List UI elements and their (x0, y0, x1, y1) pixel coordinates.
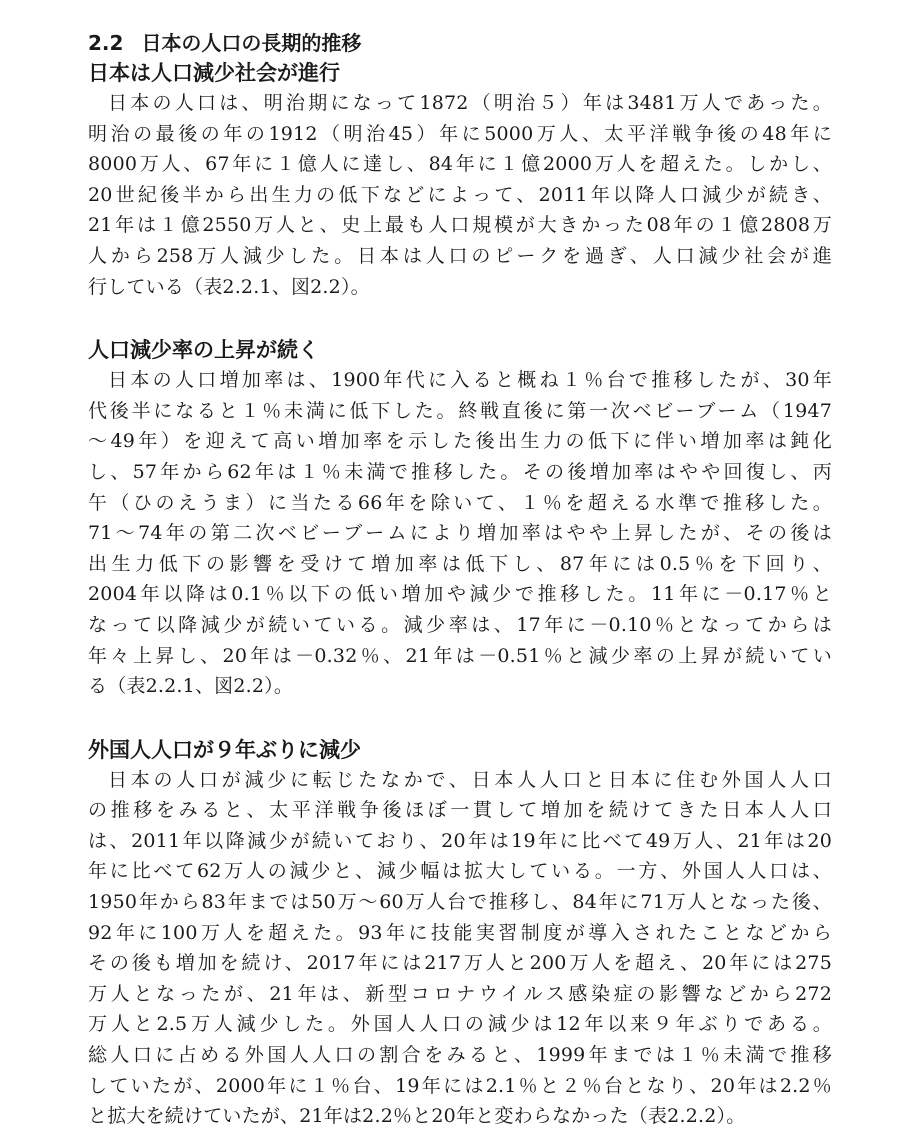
text-line: 8000万人、67年に１億人に達し、84年に１億2000万人を超えた。しかし、 (88, 153, 832, 176)
text-line: 20世紀後半から出生力の低下などによって、2011年以降人口減少が続き、 (88, 183, 832, 206)
subheading-decline-rate: 人口減少率の上昇が続く (88, 338, 319, 363)
text-line: 2004年以降は0.1％以下の低い増加や減少で推移した。11年に－0.17％と (88, 583, 832, 606)
text-line: 総人口に占める外国人人口の割合をみると、1999年までは１％未満で推移 (88, 1044, 832, 1067)
text-line: 年に比べて62万人の減少と、減少幅は拡大している。一方、外国人人口は、 (88, 860, 832, 883)
document-page (88, 28, 832, 1132)
spacer (88, 702, 832, 735)
text-line: と拡大を続けていたが、21年は2.2％と20年と変わらなかった（表2.2.2）。 (88, 1105, 746, 1128)
section-title (88, 28, 832, 58)
paragraph-foreign-population (88, 765, 832, 1132)
text-line: 日本の人口増加率は、1900年代に入ると概ね１％台で推移したが、30年 (108, 369, 832, 392)
paragraph-population-decline (88, 88, 832, 302)
text-line: 92年に100万人を超えた。93年に技能実習制度が導入されたことなどから (88, 921, 832, 944)
text-line: 行している（表2.2.1、図2.2）。 (88, 275, 370, 298)
text-line: 万人となったが、21年は、新型コロナウイルス感染症の影響などから272 (88, 982, 832, 1005)
text-line: の推移をみると、太平洋戦争後ほぼ一貫して増加を続けてきた日本人人口 (88, 799, 832, 822)
text-line: 午（ひのえうま）に当たる66年を除いて、１％を超える水準で推移した。 (88, 491, 832, 514)
text-line: る（表2.2.1、図2.2）。 (88, 675, 294, 698)
text-line: 人から258万人減少した。日本は人口のピークを過ぎ、人口減少社会が進 (88, 244, 832, 267)
section-title-text: 日本の人口の長期的推移 (141, 31, 362, 55)
text-line: していたが、2000年に１％台、19年には2.1％と２％台となり、20年は2.2％ (88, 1074, 832, 1097)
text-line: 日本の人口は、明治期になって1872（明治５）年は3481万人であった。 (108, 92, 832, 114)
text-line: 1950年から83年までは50万～60万人台で推移し、84年に71万人となった後、 (88, 891, 832, 914)
subheading-foreign-population: 外国人人口が９年ぶりに減少 (88, 737, 361, 762)
text-line: は、2011年以降減少が続いており、20年は19年に比べて49万人、21年は20 (88, 829, 832, 852)
text-line: 21年は１億2550万人と、史上最も人口規模が大きかった08年の１億2808万 (88, 214, 832, 237)
text-line: 代後半になると１％未満に低下した。終戦直後に第一次ベビーブーム（1947 (88, 399, 832, 422)
text-line: 71～74年の第二次ベビーブームにより増加率はやや上昇したが、その後は (88, 522, 832, 545)
text-line: その後も増加を続け、2017年には217万人と200万人を超え、20年には275 (88, 952, 832, 975)
paragraph-decline-rate (88, 365, 832, 702)
text-line: 年々上昇し、20年は－0.32％、21年は－0.51％と減少率の上昇が続いてい (88, 644, 832, 667)
text-line: ～49年）を迎えて高い増加率を示した後出生力の低下に伴い増加率は鈍化 (88, 430, 832, 453)
text-line: 万人と2.5万人減少した。外国人人口の減少は12年以来９年ぶりである。 (88, 1013, 832, 1036)
section-number: 2.2 (88, 31, 124, 55)
subheading-population-decline: 日本は人口減少社会が進行 (88, 61, 340, 85)
text-line: 明治の最後の年の1912（明治45）年に5000万人、太平洋戦争後の48年に (88, 122, 832, 145)
text-line: なって以降減少が続いている。減少率は、17年に－0.10％となってからは (88, 613, 832, 636)
spacer (88, 302, 832, 335)
text-line: 出生力低下の影響を受けて増加率は低下し、87年には0.5％を下回り、 (88, 552, 832, 575)
text-line: し、57年から62年は１％未満で推移した。その後増加率はやや回復し、丙 (88, 460, 832, 483)
text-line: 日本の人口が減少に転じたなかで、日本人人口と日本に住む外国人人口 (108, 768, 832, 791)
